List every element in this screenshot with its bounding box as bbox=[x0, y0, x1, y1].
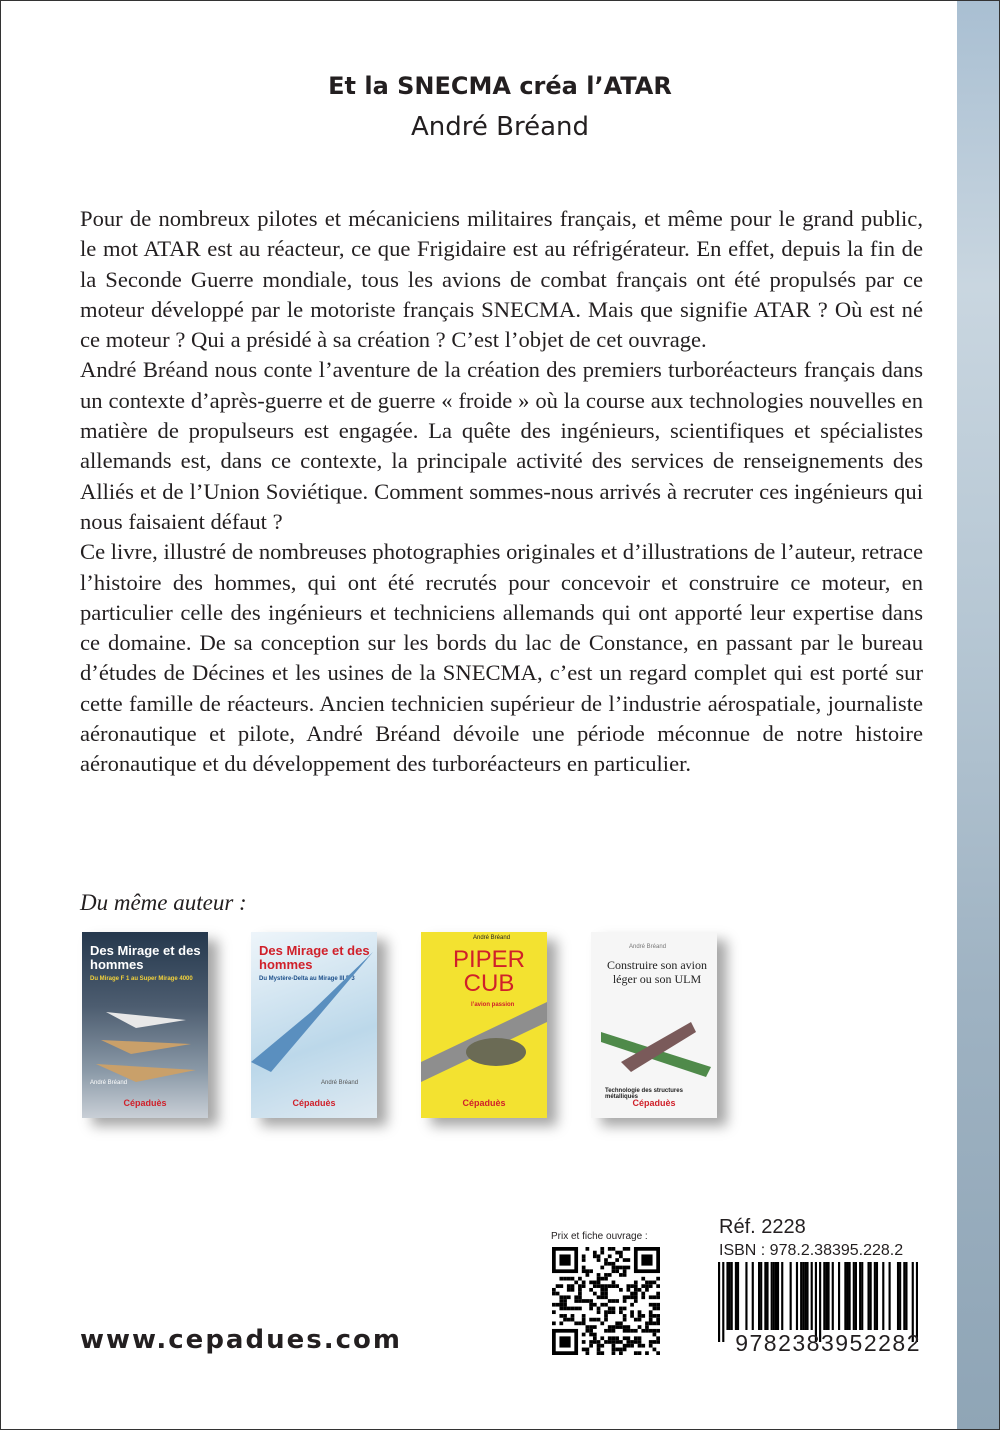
barcode-bar bbox=[729, 1262, 731, 1330]
jet-illustration bbox=[251, 952, 377, 1082]
blurb-paragraph: André Bréand nous conte l’aventure de la création des premiers turboréacteurs français dans un contexte d’après-guerre et de guerre « froide » où la course aux technologies nouvelles en matière de propulseurs est engagée. La quête des ingénieurs, scientifiques et spécialistes allemands est, dans ce contexte, la principale activité des services de renseignements des Alliés et de l’Union Soviétique. Comment sommes-nous arrivés à recruter ces ingénieurs qui nous faisaient défaut ? bbox=[80, 357, 923, 534]
barcode-bar bbox=[855, 1262, 857, 1330]
barcode-bar bbox=[804, 1262, 806, 1330]
qr-label: Prix et fiche ouvrage : bbox=[551, 1231, 648, 1242]
barcode-bar bbox=[853, 1262, 855, 1330]
barcode-bar bbox=[760, 1262, 762, 1330]
barcode-bar bbox=[752, 1262, 754, 1330]
barcode-bar bbox=[726, 1262, 728, 1330]
barcode-bar bbox=[838, 1262, 840, 1330]
barcode-bar bbox=[802, 1262, 804, 1330]
barcode-bar bbox=[735, 1262, 737, 1330]
barcode-bar bbox=[781, 1262, 783, 1330]
book-cover-construire[interactable] bbox=[591, 932, 717, 1118]
book-cover-piper-cub[interactable] bbox=[421, 932, 547, 1118]
barcode-bar bbox=[859, 1262, 861, 1330]
barcode-bar bbox=[876, 1262, 878, 1330]
book-cover-publisher: Cépaduès bbox=[462, 1098, 506, 1108]
book-cover-subtitle: Du Mystère-Delta au Mirage III F 3 bbox=[259, 976, 355, 982]
book-cover-mirage-2[interactable] bbox=[251, 932, 377, 1118]
barcode-bar bbox=[758, 1262, 760, 1330]
barcode-bar bbox=[889, 1262, 891, 1330]
book-title: Et la SNECMA créa l’ATAR bbox=[328, 72, 672, 100]
book-cover-title: PIPER CUB bbox=[452, 946, 526, 997]
barcode-bar bbox=[737, 1262, 739, 1330]
book-cover-author: André Bréand bbox=[321, 1080, 359, 1086]
reference-number: Réf. 2228 bbox=[719, 1216, 806, 1238]
book-cover-title: Des Mirage et des hommes bbox=[90, 943, 201, 972]
book-cover-subtitle: Du Mirage F 1 au Super Mirage 4000 bbox=[90, 976, 193, 982]
barcode-bar bbox=[899, 1262, 901, 1330]
book-cover-publisher: Cépaduès bbox=[292, 1098, 336, 1108]
barcode-bar bbox=[846, 1262, 848, 1330]
barcode-bar bbox=[844, 1262, 846, 1330]
barcode-bar bbox=[775, 1262, 777, 1330]
barcode-bar bbox=[773, 1262, 775, 1330]
blurb-paragraph: Pour de nombreux pilotes et mécaniciens militaires français, et même pour le grand public, le mot ATAR est au réacteur, ce que Frigidaire est au réfrigérateur. En effet, depuis la fin de la Seconde Guerre mondiale, tous les avions de combat français ont été propulsés par ce moteur développé par le motoriste français SNECMA. Mais que signifie ATAR ? Où est né ce moteur ? Qui a présidé à sa création ? C’est l’objet de cet ouvrage. bbox=[80, 206, 923, 353]
book-cover-subtitle: Technologie des structures métalliques bbox=[605, 1088, 683, 1100]
website-link[interactable]: www.cepadues.com bbox=[80, 1325, 402, 1355]
isbn: ISBN : 978.2.38395.228.2 bbox=[719, 1242, 904, 1259]
barcode-bar bbox=[870, 1262, 872, 1330]
barcode-bar bbox=[867, 1262, 869, 1330]
barcode-bar bbox=[903, 1262, 905, 1330]
other-books-label: Du même auteur : bbox=[80, 890, 247, 915]
barcode-bar bbox=[796, 1262, 798, 1330]
jet-illustration bbox=[96, 992, 196, 1082]
book-cover-author: André Bréand bbox=[90, 1080, 128, 1086]
book-author: André Bréand bbox=[410, 112, 589, 142]
barcode-bar bbox=[849, 1262, 851, 1330]
barcode-bar bbox=[731, 1262, 733, 1330]
book-cover-publisher: Cépaduès bbox=[123, 1098, 167, 1108]
barcode-bar bbox=[882, 1262, 884, 1330]
barcode-bar bbox=[777, 1262, 779, 1330]
barcode-bar bbox=[861, 1262, 863, 1330]
blurb-paragraph: Ce livre, illustré de nombreuses photographies originales et d’illustrations de l’auteur, retrace l’histoire des hommes, qui ont été recrutés pour concevoir et construire ce moteur, en particulier celle des ingénieurs et techniciens allemands qui ont apporté leur expertise dans ce domaine. De sa conception sur les bords du lac de Constance, en passant par le bureau d’études de Décines et les usines de la SNECMA, c’est un regard complet qui est porté sur cette famille de réacteurs. Ancien technicien supérieur de l’industrie aérospatiale, journaliste aéronautique et pilote, André Bréand dévoile une période méconnue de notre histoire aéronautique et du développement des turboréacteurs en particulier. bbox=[80, 539, 923, 777]
barcode-bar bbox=[823, 1262, 825, 1330]
book-cover-subtitle: l’avion passion bbox=[471, 1002, 515, 1008]
barcode-bar bbox=[790, 1262, 792, 1330]
barcode-bar bbox=[764, 1262, 766, 1330]
blurb bbox=[80, 204, 923, 780]
book-cover-author: André Bréand bbox=[473, 935, 511, 941]
barcode-bar bbox=[897, 1262, 899, 1330]
book-cover-title: Construire son avion léger ou son ULM bbox=[607, 958, 707, 986]
barcode-bar bbox=[905, 1262, 907, 1330]
barcode-bar bbox=[825, 1262, 827, 1330]
barcode-bar bbox=[832, 1262, 834, 1330]
book-cover-author: André Bréand bbox=[629, 944, 667, 950]
book-cover-title: Des Mirage et des hommes bbox=[259, 943, 370, 972]
barcode-bar bbox=[745, 1262, 747, 1330]
barcode-bar bbox=[827, 1262, 829, 1330]
plane-illustration bbox=[601, 1012, 711, 1082]
barcode-bar bbox=[806, 1262, 808, 1330]
ean-digits: 9782383952282 bbox=[735, 1330, 921, 1356]
barcode-bar bbox=[766, 1262, 768, 1330]
qr-code[interactable] bbox=[552, 1247, 660, 1355]
book-cover-publisher: Cépaduès bbox=[632, 1098, 676, 1108]
sky-strip bbox=[957, 0, 1000, 1430]
barcode-bar bbox=[811, 1262, 813, 1330]
barcode-bar bbox=[874, 1262, 876, 1330]
book-cover-mirage-1[interactable] bbox=[82, 932, 208, 1118]
barcode-bar bbox=[800, 1262, 802, 1330]
barcode-bar bbox=[771, 1262, 773, 1330]
